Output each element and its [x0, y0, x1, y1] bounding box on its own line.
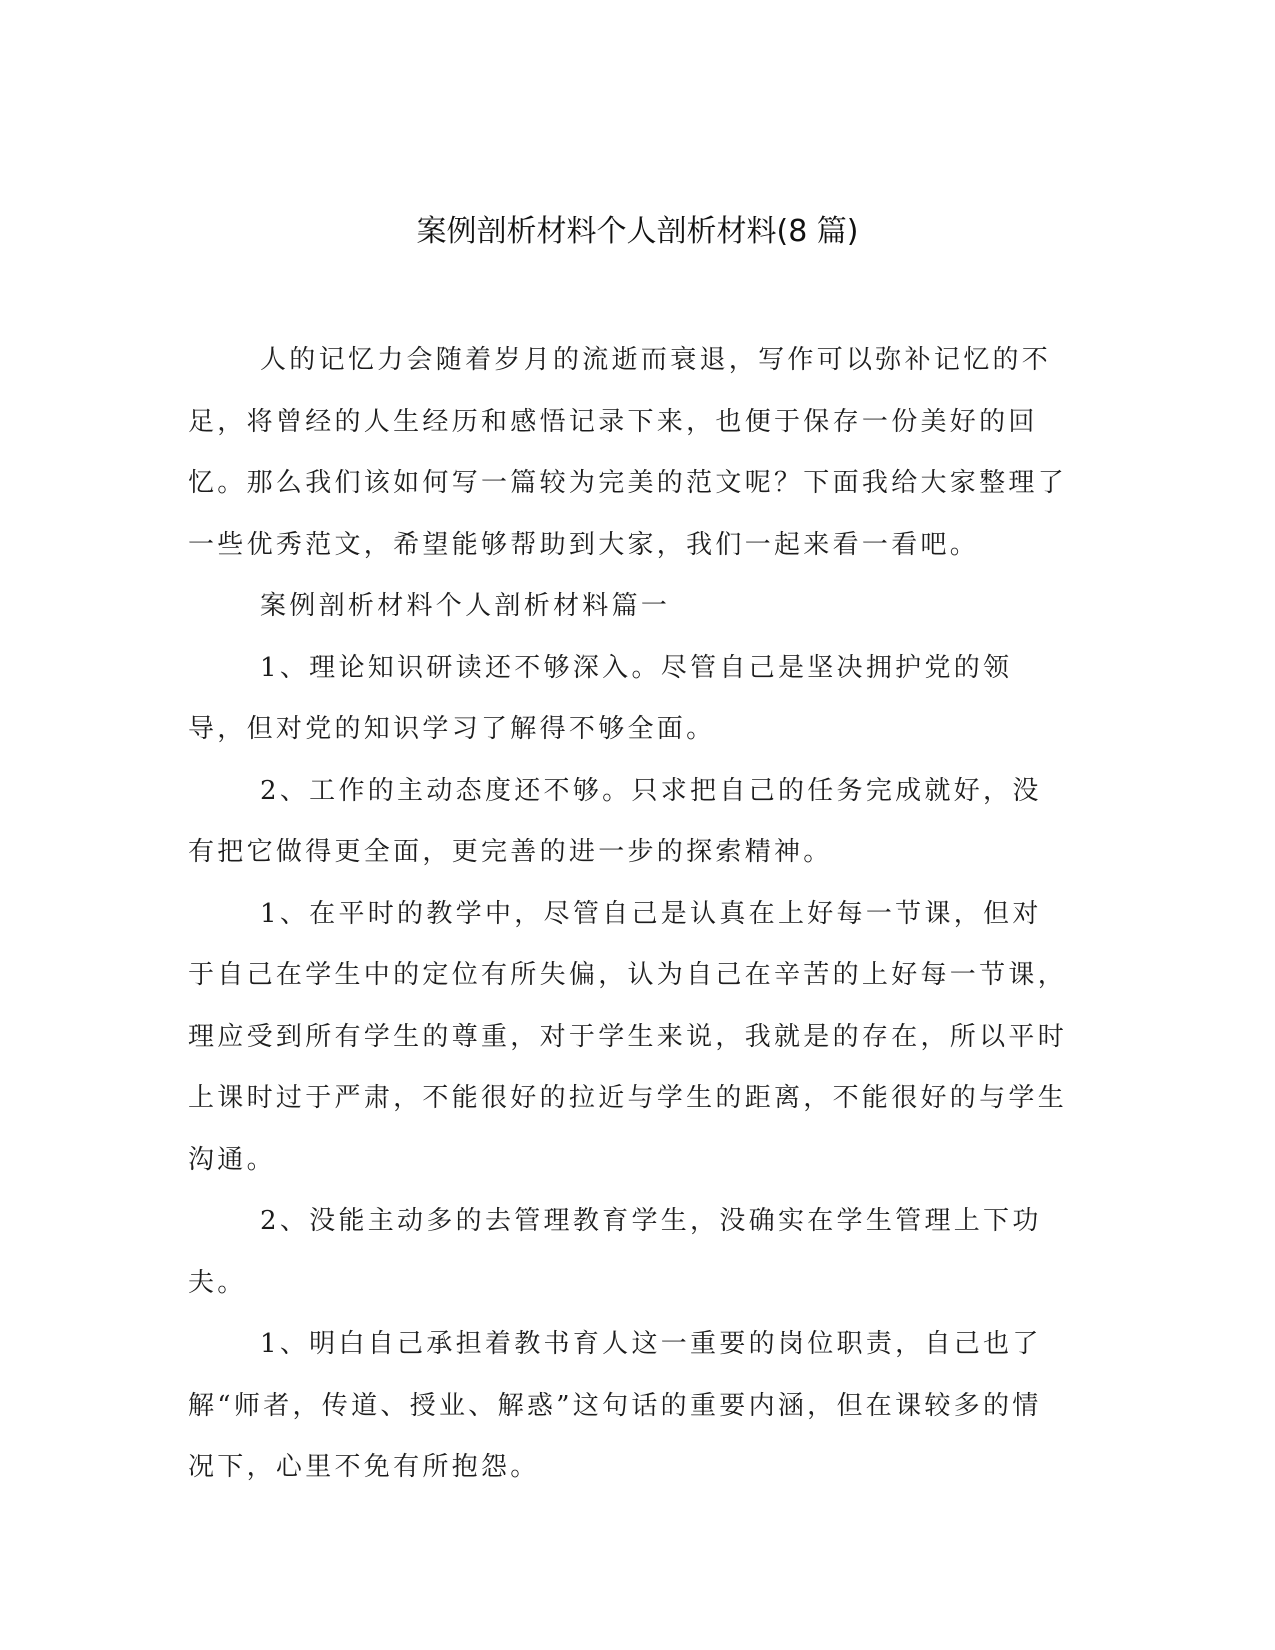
paragraph-item: 1、在平时的教学中，尽管自己是认真在上好每一节课，但对于自己在学生中的定位有所失偏，认为自己在辛苦的上好每一节课，理应受到所有学生的尊重，对于学生来说，我就是的存在，所以平时上课时过于严肃，不能很好的拉近与学生的距离，不能很好的与学生沟通。	[188, 898, 1068, 1175]
paragraph-item: 2、没能主动多的去管理教育学生，没确实在学生管理上下功夫。	[188, 1206, 1042, 1298]
paragraph-item: 2、工作的主动态度还不够。只求把自己的任务完成就好，没有把它做得更全面，更完善的进一步的探索精神。	[188, 775, 1042, 867]
document-title: 案例剖析材料个人剖析材料(8 篇)	[416, 214, 859, 249]
paragraph-intro: 人的记忆力会随着岁月的流逝而衰退，写作可以弥补记忆的不足，将曾经的人生经历和感悟记录下来，也便于保存一份美好的回忆。那么我们该如何写一篇较为完美的范文呢？下面我给大家整理了一些优秀范文，希望能够帮助到大家，我们一起来看一看吧。	[188, 345, 1068, 560]
paragraph-item: 1、理论知识研读还不够深入。尽管自己是坚决拥护党的领导，但对党的知识学习了解得不够全面。	[188, 652, 1013, 744]
section-heading: 案例剖析材料个人剖析材料篇一	[260, 591, 671, 621]
document-body	[188, 330, 1068, 1499]
paragraph-item: 1、明白自己承担着教书育人这一重要的岗位职责，自己也了解“师者，传道、授业、解惑”这句话的重要内涵，但在课较多的情况下，心里不免有所抱怨。	[188, 1329, 1042, 1482]
